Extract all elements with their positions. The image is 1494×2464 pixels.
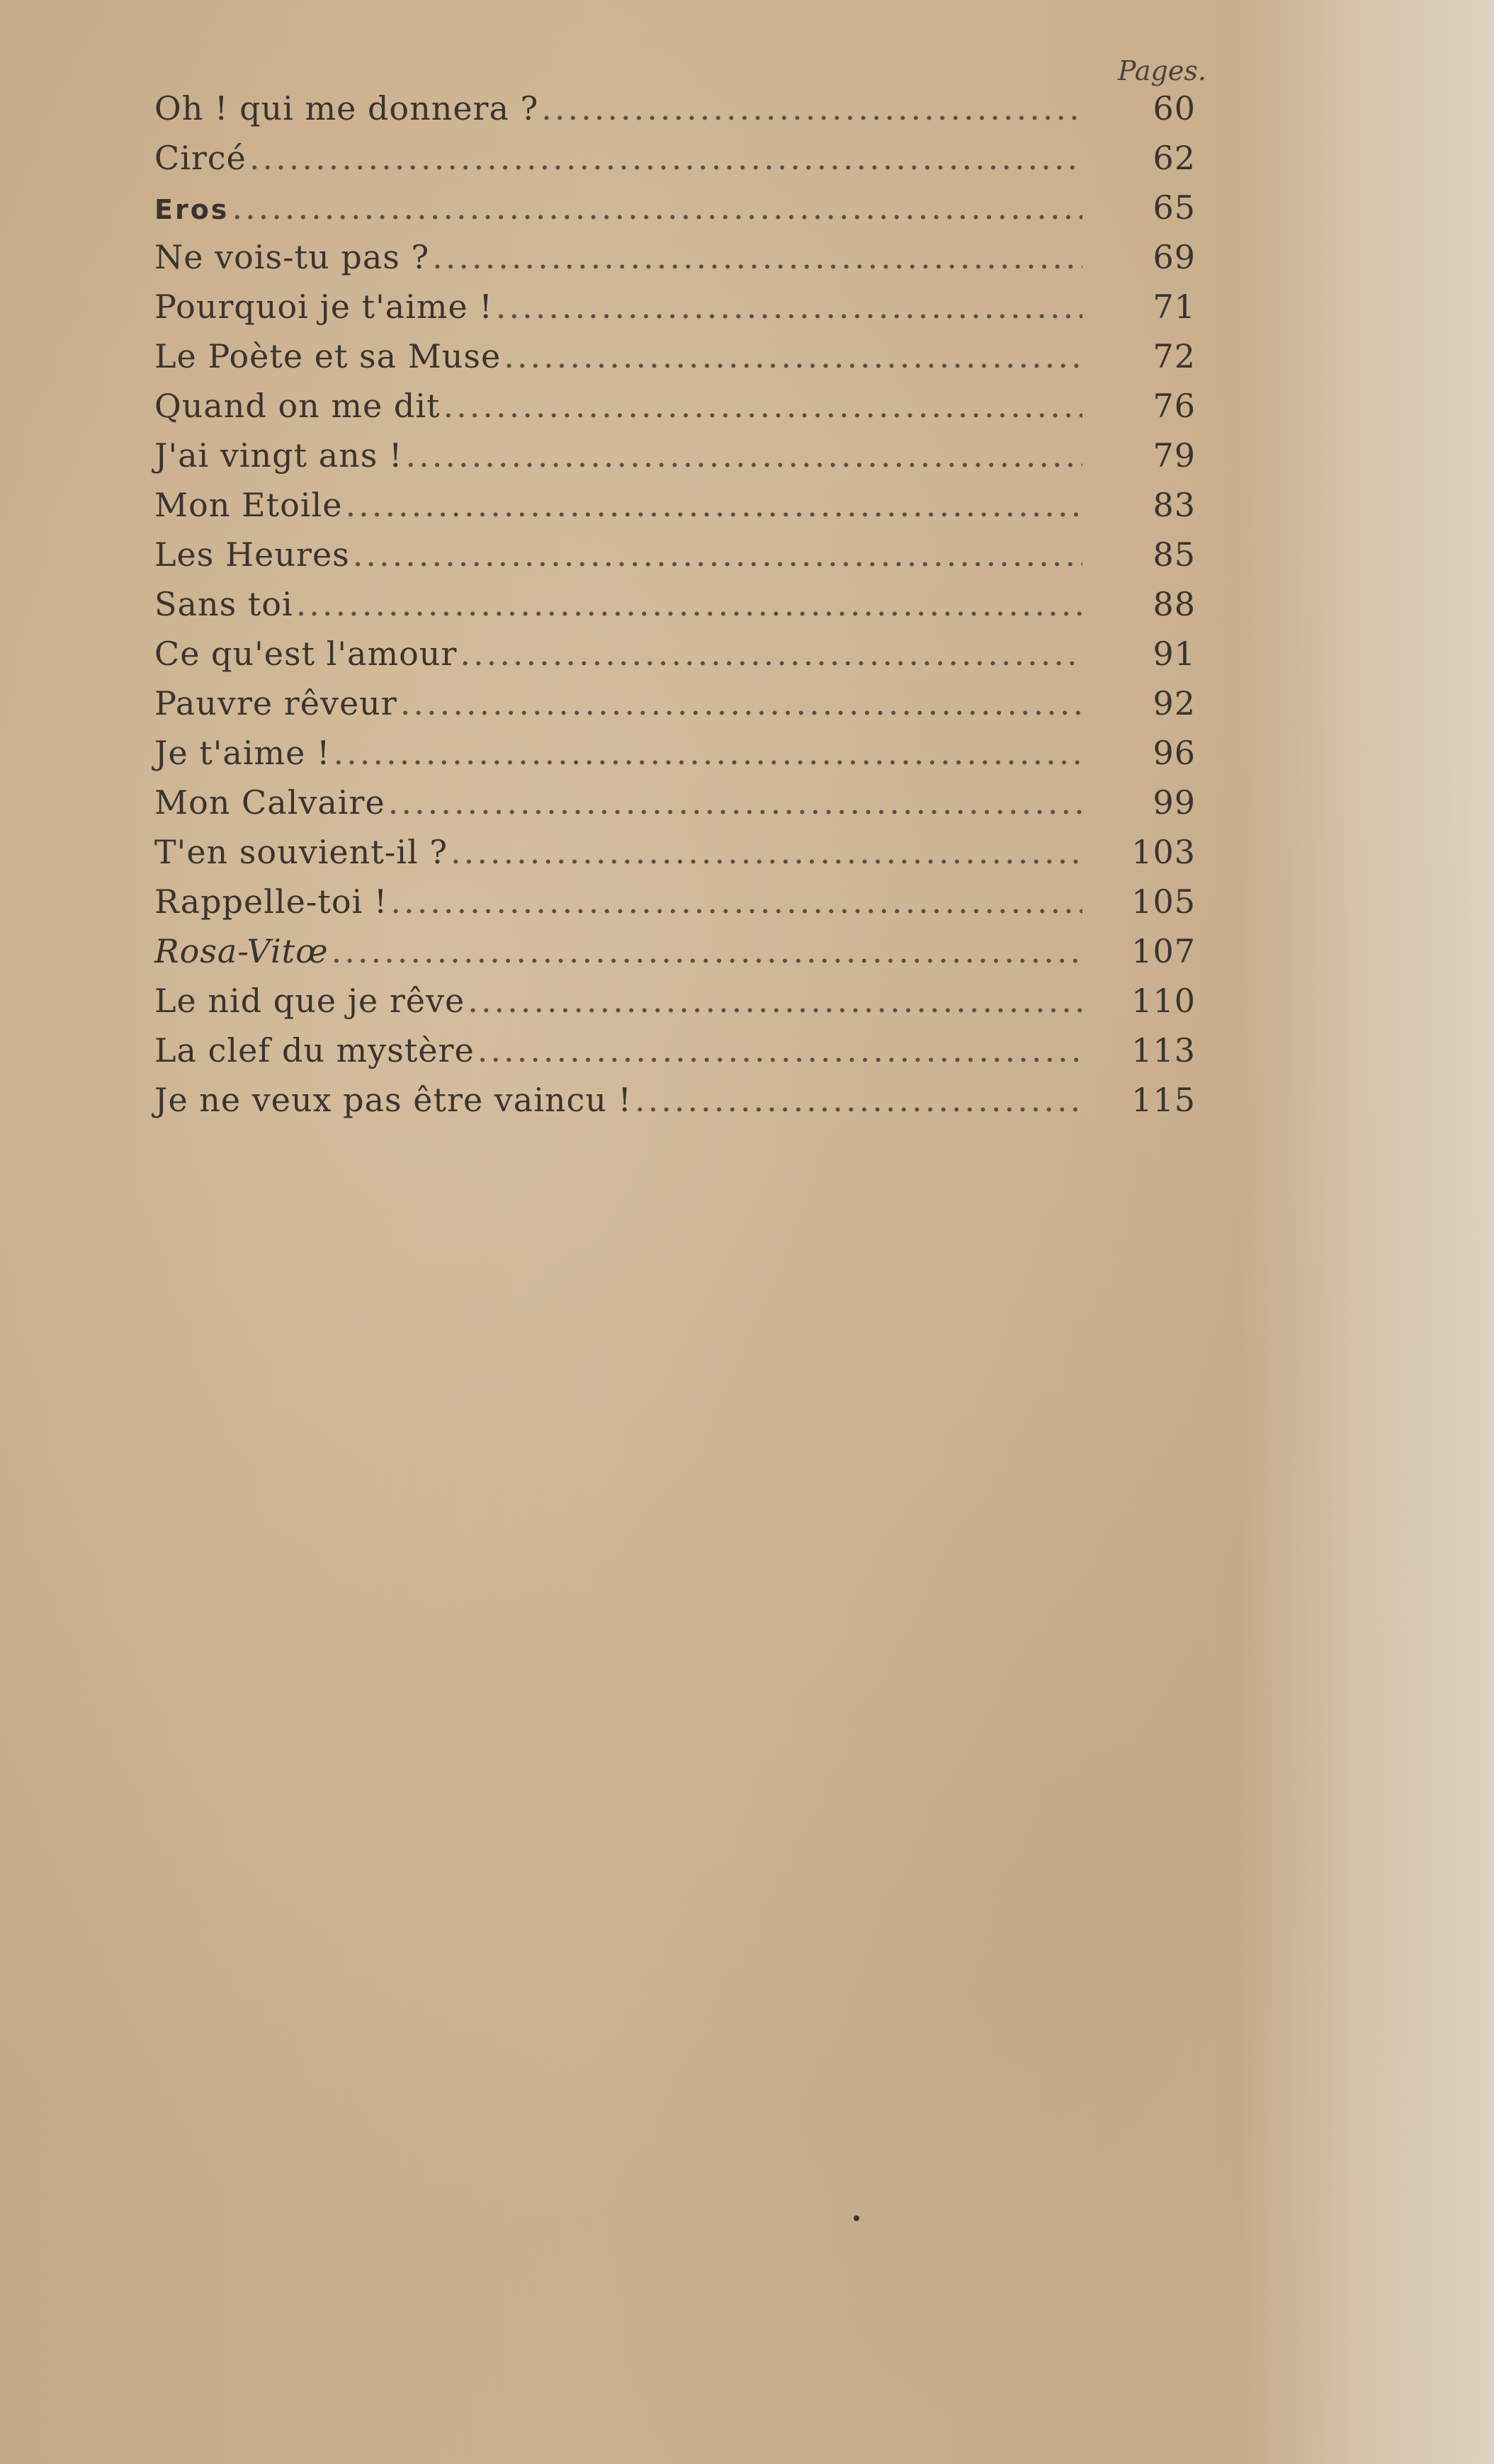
dot-leader	[541, 89, 1082, 127]
toc-entry-title: Ce qu'est l'amour	[154, 635, 458, 673]
dot-leader	[345, 486, 1082, 524]
toc-entry-page-number: 105	[1131, 882, 1196, 921]
pages-column-header: Pages.	[1118, 55, 1206, 86]
dot-leader	[635, 1081, 1082, 1119]
toc-entry-title: Pourquoi je t'aime !	[154, 288, 493, 326]
toc-entry-page-number: 62	[1153, 139, 1196, 177]
toc-entry-title: Rosa-Vitœ	[154, 932, 329, 970]
toc-entry-title: Mon Etoile	[154, 486, 343, 524]
toc-entry-title: Pauvre rêveur	[154, 684, 397, 722]
toc-entry-page-number: 107	[1131, 932, 1196, 970]
toc-entry-title: J'ai vingt ans !	[154, 436, 403, 475]
toc-entry	[154, 188, 1196, 238]
dot-leader	[400, 684, 1082, 722]
toc-list	[154, 89, 1196, 1130]
toc-entry-title: Mon Calvaire	[154, 783, 385, 822]
dot-leader	[296, 585, 1082, 623]
toc-entry-page-number: 76	[1153, 387, 1196, 425]
toc-entry-title: Le Poète et sa Muse	[154, 337, 502, 375]
paper-edge	[1239, 0, 1494, 2464]
toc-entry-page-number: 99	[1153, 783, 1196, 822]
toc-entry-title: Le nid que je rêve	[154, 982, 465, 1020]
toc-entry	[154, 684, 1196, 734]
toc-entry-page-number: 110	[1131, 982, 1196, 1020]
toc-entry-page-number: 103	[1131, 833, 1196, 871]
toc-entry-title: Les Heures	[154, 535, 350, 574]
toc-entry-title: Quand on me dit	[154, 387, 441, 425]
toc-entry-title: Je ne veux pas être vaincu !	[154, 1081, 633, 1119]
toc-entry	[154, 1031, 1196, 1081]
ink-dot	[854, 2215, 859, 2221]
dot-leader	[496, 288, 1082, 326]
dot-leader	[451, 833, 1082, 871]
toc-entry-page-number: 96	[1153, 734, 1196, 772]
toc-entry-page-number: 69	[1153, 238, 1196, 276]
toc-entry	[154, 882, 1196, 932]
toc-entry	[154, 89, 1196, 139]
toc-entry-title: Je t'aime !	[154, 734, 331, 772]
toc-entry	[154, 288, 1196, 337]
toc-entry-page-number: 71	[1153, 288, 1196, 326]
toc-entry-page-number: 115	[1131, 1081, 1196, 1119]
toc-entry-page-number: 72	[1153, 337, 1196, 375]
toc-entry-title: Sans toi	[154, 585, 293, 623]
toc-entry	[154, 1081, 1196, 1130]
toc-entry	[154, 982, 1196, 1031]
toc-entry-page-number: 113	[1131, 1031, 1196, 1069]
toc-entry	[154, 436, 1196, 486]
dot-leader	[468, 982, 1082, 1020]
toc-entry-title: T'en souvient-il ?	[154, 833, 448, 871]
toc-entry	[154, 734, 1196, 783]
toc-entry-title: La clef du mystère	[154, 1031, 475, 1069]
toc-entry	[154, 337, 1196, 387]
toc-entry	[154, 139, 1196, 188]
toc-entry-title: Rappelle-toi !	[154, 882, 388, 921]
dot-leader	[390, 882, 1082, 921]
dot-leader	[432, 238, 1082, 276]
toc-entry-title: Eros	[154, 194, 230, 225]
dot-leader	[353, 535, 1082, 574]
toc-entry	[154, 535, 1196, 585]
toc-entry	[154, 238, 1196, 288]
toc-entry-page-number: 91	[1153, 635, 1196, 673]
toc-entry	[154, 486, 1196, 535]
toc-entry	[154, 783, 1196, 833]
toc-entry	[154, 585, 1196, 635]
toc-entry-page-number: 92	[1153, 684, 1196, 722]
toc-entry-page-number: 65	[1153, 188, 1196, 227]
toc-entry-title: Ne vois-tu pas ?	[154, 238, 430, 276]
toc-entry-title: Circé	[154, 139, 247, 177]
dot-leader	[460, 635, 1082, 673]
toc-entry-page-number: 88	[1153, 585, 1196, 623]
toc-entry	[154, 932, 1196, 982]
dot-leader	[388, 783, 1082, 822]
dot-leader	[443, 387, 1082, 425]
dot-leader	[504, 337, 1082, 375]
toc-entry-page-number: 85	[1153, 535, 1196, 574]
dot-leader	[334, 734, 1082, 772]
dot-leader	[332, 932, 1082, 970]
toc-entry	[154, 635, 1196, 684]
dot-leader	[232, 188, 1082, 227]
dot-leader	[477, 1031, 1082, 1069]
toc-entry	[154, 833, 1196, 882]
dot-leader	[406, 436, 1083, 475]
dot-leader	[249, 139, 1082, 177]
toc-entry-page-number: 83	[1153, 486, 1196, 524]
toc-entry-title: Oh ! qui me donnera ?	[154, 89, 539, 127]
toc-entry-page-number: 79	[1153, 436, 1196, 475]
toc-entry	[154, 387, 1196, 436]
toc-entry-page-number: 60	[1153, 89, 1196, 127]
